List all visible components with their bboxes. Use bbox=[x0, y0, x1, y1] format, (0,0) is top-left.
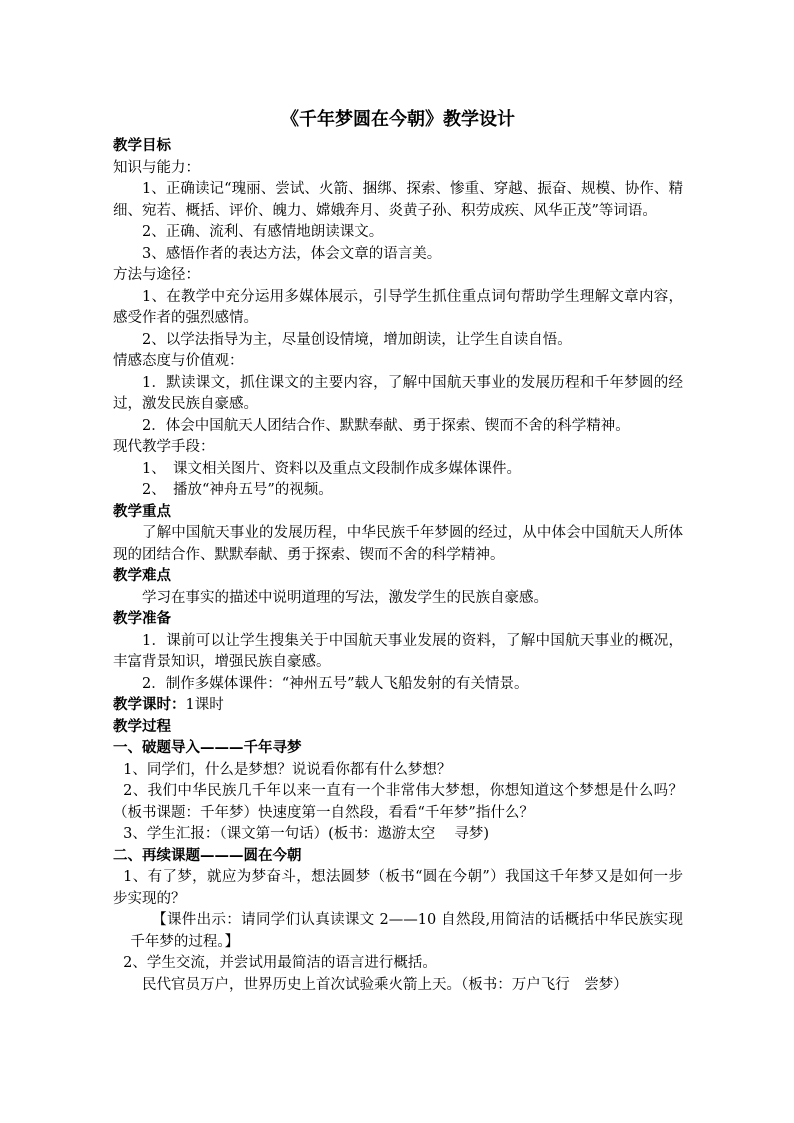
method-label: 方法与途径： bbox=[113, 267, 200, 283]
knowledge-item-1: 1、正确读记“瑰丽、尝试、火箭、捆绑、探索、惨重、穿越、振奋、规模、协作、精细、宛若、概括、评价、魄力、嫦娥奔月、炎黄子孙、积劳成疾、风华正茂”等词语。 bbox=[113, 181, 683, 219]
emotion-item-1: 1．默读课文，抓住课文的主要内容，了解中国航天事业的发展历程和千年梦圆的经过，激发民族自豪感。 bbox=[113, 374, 683, 412]
document-title: 《千年梦圆在今朝》教学设计 bbox=[281, 109, 515, 130]
section-2-item-3: 民代官员万户，世界历史上首次试验乘火箭上天。（板书：万户飞行 尝梦） bbox=[142, 976, 628, 993]
class-hours-value: 1课时 bbox=[185, 697, 224, 713]
section-2-item-1: 1、有了梦，就应为梦奋斗，想法圆梦（板书“圆在今朝”）我国这千年梦又是如何一步步实现的？ bbox=[113, 869, 683, 907]
knowledge-item-2: 2、正确、流利、有感情地朗读课文。 bbox=[142, 224, 384, 240]
method-item-1: 1、在教学中充分运用多媒体展示，引导学生抓住重点词句帮助学生理解文章内容，感受作者的强烈感情。 bbox=[113, 288, 683, 326]
method-item-2: 2、以学法指导为主，尽量创设情境，增加朗读，让学生自读自悟。 bbox=[142, 331, 572, 348]
key-points-text: 了解中国航天事业的发展历程，中华民族千年梦圆的经过，从中体会中国航天人所体现的团结合作、默默奉献、勇于探索、锲而不舍的科学精神。 bbox=[113, 525, 683, 563]
section-2-courseware: 【课件出示：请同学们认真读课文 2——10 自然段,用简洁的话概括中华民族实现千年梦的过程。】 bbox=[130, 912, 683, 950]
knowledge-item-3: 3、感悟作者的表达方法，体会文章的语言美。 bbox=[142, 245, 442, 262]
emotion-label: 情感态度与价值观： bbox=[113, 353, 244, 369]
section-1-item-2: 2、我们中华民族几千年以来一直有一个非常伟大梦想，你想知道这个梦想是什么吗？（板书课题：千年梦）快速度第一自然段，看看“千年梦”指什么？ bbox=[113, 783, 683, 821]
class-hours bbox=[113, 695, 683, 717]
tools-item-1: 1、 课文相关图片、资料以及重点文段制作成多媒体课件。 bbox=[142, 460, 521, 477]
emotion-item-2: 2．体会中国航天人团结合作、默默奉献、勇于探索、锲而不舍的科学精神。 bbox=[142, 417, 630, 434]
section-1-item-1: 1、同学们，什么是梦想？说说看你都有什么梦想？ bbox=[123, 761, 452, 778]
tools-label: 现代教学手段： bbox=[113, 439, 215, 455]
section-1-heading: 一、破题导入———千年寻梦 bbox=[113, 740, 302, 756]
preparation-item-2: 2．制作多媒体课件：“神州五号”载人飞船发射的有关情景。 bbox=[142, 675, 529, 692]
class-hours-label: 教学课时： bbox=[113, 697, 186, 713]
document-body bbox=[113, 104, 683, 996]
preparation-heading: 教学准备 bbox=[113, 611, 171, 627]
section-1-item-3: 3、学生汇报：（课文第一句话）(板书：遨游太空 寻梦) bbox=[123, 826, 490, 842]
section-2-heading: 二、再续课题———圆在今朝 bbox=[113, 847, 302, 864]
tools-item-2: 2、 播放“神舟五号”的视频。 bbox=[142, 482, 333, 498]
knowledge-label: 知识与能力： bbox=[113, 159, 200, 176]
preparation-item-1: 1．课前可以让学生搜集关于中国航天事业发展的资料，了解中国航天事业的概况，丰富背景知识，增强民族自豪感。 bbox=[113, 632, 683, 670]
difficulties-heading: 教学难点 bbox=[113, 568, 171, 584]
section-2-item-2: 2、学生交流，并尝试用最简洁的语言进行概括。 bbox=[123, 955, 437, 971]
key-points-heading: 教学重点 bbox=[113, 503, 171, 520]
process-heading: 教学过程 bbox=[113, 718, 171, 735]
goals-heading: 教学目标 bbox=[113, 138, 171, 154]
difficulties-text: 学习在事实的描述中说明道理的写法，激发学生的民族自豪感。 bbox=[142, 589, 548, 606]
